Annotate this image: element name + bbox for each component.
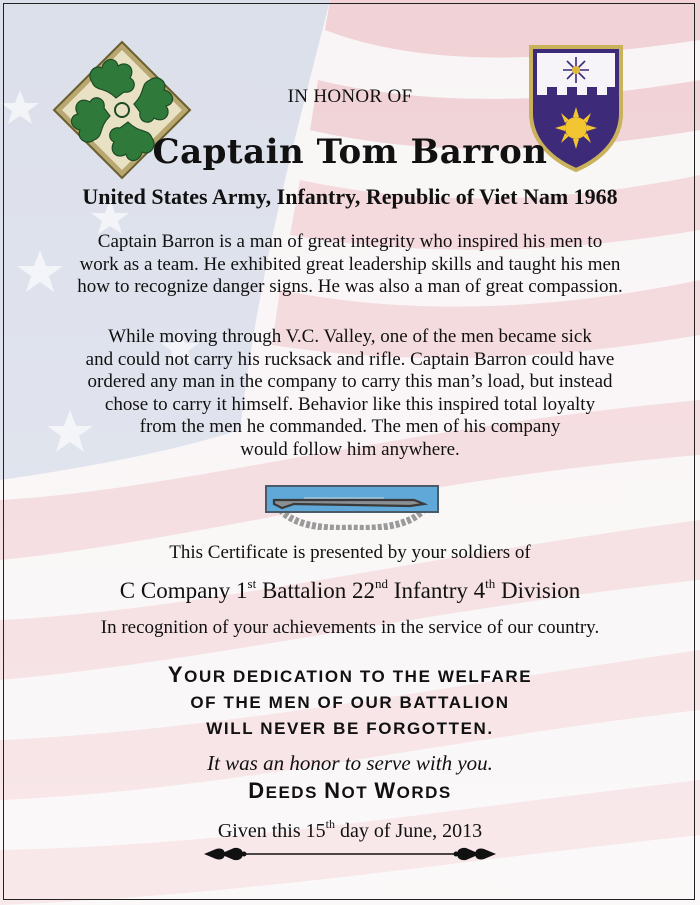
- motto-text: OT: [341, 783, 375, 802]
- flourish-divider-icon: [200, 843, 500, 865]
- motto-initial: N: [324, 778, 342, 803]
- dedication-text: OF THE MEN OF OUR BATTALION: [190, 693, 510, 712]
- honor-serve-line: It was an honor to serve with you.: [207, 751, 493, 775]
- paragraph-integrity: [40, 231, 660, 299]
- motto-text: EEDS: [265, 783, 325, 802]
- combat-infantryman-badge-icon: [264, 484, 440, 530]
- motto-text: ORDS: [396, 783, 452, 802]
- given-text: day of June, 2013: [334, 820, 483, 842]
- dedication-text: OUR DEDICATION TO THE WELFARE: [184, 667, 533, 686]
- paragraph-line: how to recognize danger signs. He was also a man of great compassion.: [77, 276, 623, 297]
- ordinal: nd: [375, 576, 389, 591]
- motto-initial: D: [248, 778, 266, 803]
- presented-by: This Certificate is presented by your soldiers of: [169, 542, 531, 563]
- honoree-name: Captain Tom Barron: [152, 132, 548, 172]
- given-text: Given this 15: [217, 820, 326, 842]
- dedication-line: [0, 716, 700, 742]
- dedication-text: WILL NEVER BE FORGOTTEN.: [206, 719, 494, 738]
- company-text: C Company 1: [119, 578, 248, 603]
- paragraph-line: work as a team. He exhibited great leadership skills and taught his men: [79, 253, 621, 275]
- honor-heading: IN HONOR OF: [287, 86, 413, 107]
- recognition-line: In recognition of your achievements in the service of our country.: [100, 617, 600, 638]
- ordinal: th: [325, 817, 335, 831]
- company-text: Infantry 4: [388, 578, 486, 603]
- motto: [0, 778, 700, 804]
- company-text: Battalion 22: [256, 578, 376, 603]
- given-date-line: [0, 817, 700, 843]
- service-line: United States Army, Infantry, Republic of Viet Nam 1968: [82, 184, 618, 209]
- dedication-initial: Y: [167, 662, 185, 687]
- company-text: Division: [495, 578, 581, 603]
- dedication-block: [0, 662, 700, 742]
- paragraph-line: would follow him anywhere.: [240, 438, 460, 460]
- dedication-line: [0, 690, 700, 716]
- paragraph-line: While moving through V.C. Valley, one of the men became sick: [108, 326, 592, 347]
- paragraph-line: and could not carry his rucksack and rifle. Captain Barron could have: [85, 348, 615, 370]
- dedication-line: [0, 662, 700, 690]
- ordinal: st: [247, 576, 257, 591]
- motto-initial: W: [374, 778, 397, 803]
- paragraph-line: from the men he commanded. The men of his company: [139, 416, 561, 437]
- paragraph-line: Captain Barron is a man of great integrity who inspired his men to: [97, 231, 603, 252]
- ordinal: th: [485, 576, 496, 591]
- paragraph-vc-valley: [40, 326, 660, 461]
- company-line: [0, 576, 700, 604]
- paragraph-line: chose to carry it himself. Behavior like this inspired total loyalty: [104, 393, 596, 415]
- paragraph-line: ordered any man in the company to carry this man’s load, but instead: [87, 371, 613, 392]
